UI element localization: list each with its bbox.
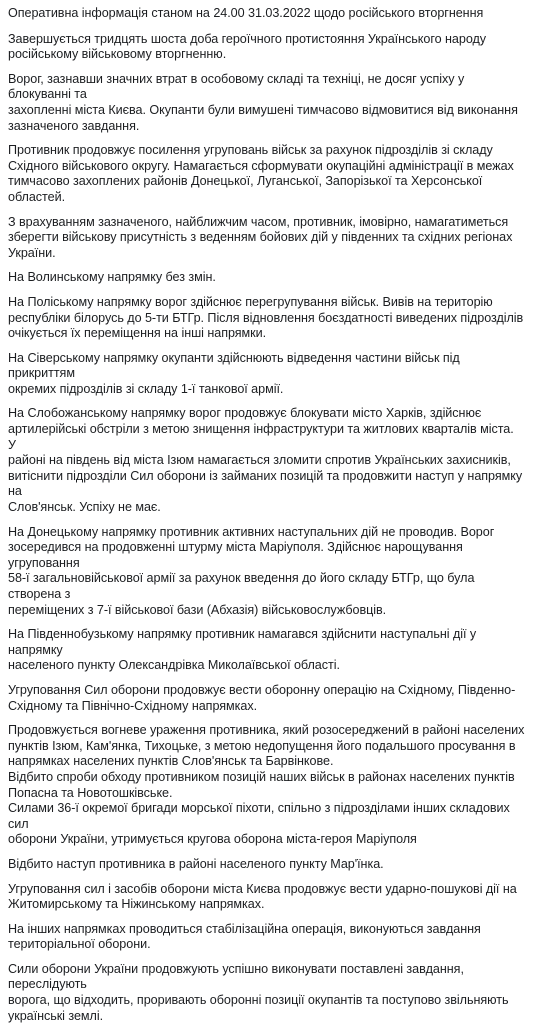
paragraph: На Слобожанському напрямку ворог продовжує блокувати місто Харків, здійснює артилерійські обстріли з метою знищення інфраструктури та житлових кварталів міста. У районі на південь від міста Ізюм намагається зломити спротив Українських захисників, витіснити підрозділи Сил оборони із займаних позицій та продовжити наступ у напрямку на Слов'янськ. Успіху не має. [8, 406, 523, 515]
paragraph: Ворог, зазнавши значних втрат в особовому складі та техніці, не досяг успіху у блокуванні та захопленні міста Києва. Окупанти були вимушені тимчасово відмовитися від виконання зазначеного завдання. [8, 71, 518, 133]
post-title: Оперативна інформація станом на 24.00 31.03.2022 щодо російського вторгнення [8, 6, 484, 20]
paragraph: Відбито наступ противника в районі населеного пункту Мар'їнка. [8, 856, 384, 871]
paragraph: На Сіверському напрямку окупанти здійснюють відведення частини військ під прикриттям окремих підрозділів зі складу 1-ї танкової армії. [8, 350, 460, 396]
paragraph: З врахуванням зазначеного, найближчим часом, противник, імовірно, намагатиметься зберегти військову присутність з веденням бойових дій у південних та східних регіонах України. [8, 214, 513, 260]
paragraph: На Волинському напрямку без змін. [8, 270, 216, 285]
paragraph: Сили оборони України продовжують успішно виконувати поставлені завдання, переслідують ворога, що відходить, проривають оборонні позиції окупантів та поступово звільняють українські землі. [8, 961, 509, 1023]
paragraph: Противник продовжує посилення угруповань військ за рахунок підрозділів зі складу Східного військового округу. Намагається сформувати окупаційні адміністрації в межах тимчасово захоплених районів Донецької, Луганської, Запорізької та Херсонської областей. [8, 143, 514, 204]
paragraph: Угруповання Сил оборони продовжує вести оборонну операцію на Східному, Південно- Східному та Північно-Східному напрямках. [8, 682, 516, 713]
paragraph: На інших напрямках проводиться стабілізаційна операція, виконуються завдання територіальної оборони. [8, 921, 481, 952]
paragraph: На Південнобузькому напрямку противник намагався здійснити наступальні дії у напрямку населеного пункту Олександрівка Миколаївської області. [8, 627, 477, 673]
paragraph: Завершується тридцять шоста доба героїчного протистояння Українського народу російському військовому вторгненню. [8, 31, 487, 62]
paragraph: Продовжується вогневе ураження противника, який розосереджений в районі населених пунктів Ізюм, Кам'янка, Тихоцьке, з метою недопущення його подальшого просування в напрямках населених пунктів Слов'янськ та Барвінкове. Відбито спроби обходу противником позицій наших військ в районах населених пунктів Попасна та Новотошківське. Силами 36-ї окремої бригади морської піхоти, спільно з підрозділами інших складових сил оборони України, утримується кругова оборона міста-героя Маріуполя [8, 723, 525, 847]
paragraph: На Донецькому напрямку противник активних наступальних дій не проводив. Ворог зосередився на продовженні штурму міста Маріуполя. Здійснює нарощування угруповання 58-ї загальновійськової армії за рахунок введення до його складу БТГр, що була створена з переміщених з 7-ї військової бази (Абхазія) військовослужбовців. [8, 524, 495, 617]
paragraph: На Поліському напрямку ворог здійснює перегрупування військ. Вивів на територію республіки білорусь до 5-ти БТГр. Після відновлення боєздатності виведених підрозділів очікується їх переміщення на інші напрямки. [8, 294, 524, 341]
paragraph: Угруповання сил і засобів оборони міста Києва продовжує вести ударно-пошукові дії на Житомирському та Ніжинському напрямках. [8, 881, 517, 912]
